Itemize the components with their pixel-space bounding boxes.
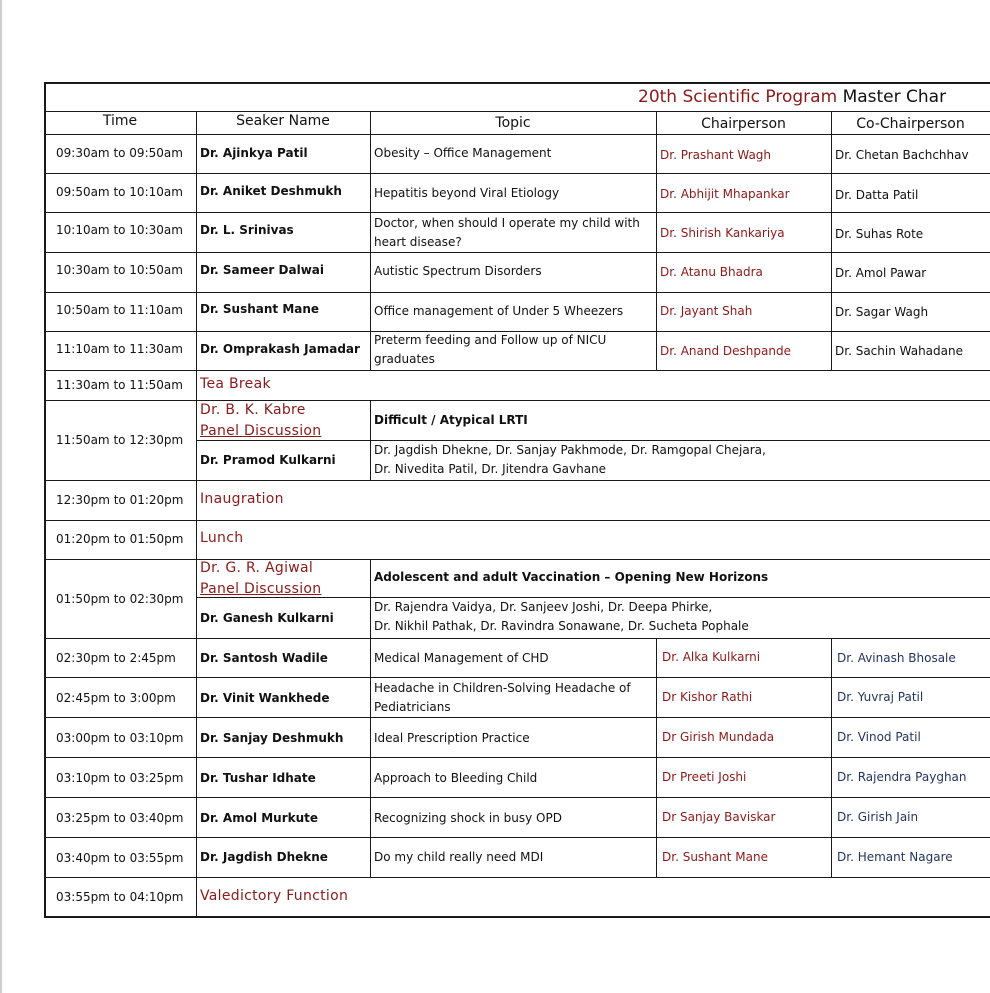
time-cell: 03:10pm to 03:25pm [56, 771, 184, 785]
panelists-line-2: Dr. Nikhil Pathak, Dr. Ravindra Sonawane, Dr. Sucheta Pophale [374, 619, 749, 633]
header-speaker: Seaker Name [236, 113, 330, 129]
topic-line-2: graduates [374, 352, 435, 366]
time-cell: 11:10am to 11:30am [56, 342, 183, 356]
panelists-line-1: Dr. Rajendra Vaidya, Dr. Sanjeev Joshi, Dr. Deepa Phirke, [374, 600, 713, 614]
speaker-cell: Dr. Amol Murkute [200, 811, 319, 825]
panel-topic: Adolescent and adult Vaccination – Opening New Horizons [374, 570, 769, 584]
program-table [44, 82, 990, 918]
event-lunch: Lunch [200, 530, 244, 546]
chairperson-cell: Dr. Anand Deshpande [660, 344, 791, 358]
chairperson-cell: Dr. Sushant Mane [662, 850, 768, 864]
speaker-cell: Dr. Sameer Dalwai [200, 263, 324, 277]
chairperson-cell: Dr Sanjay Baviskar [662, 810, 776, 824]
panelists-line-2: Dr. Nivedita Patil, Dr. Jitendra Gavhane [374, 462, 607, 476]
co-chairperson-cell: Dr. Hemant Nagare [837, 850, 953, 864]
topic-line-2: heart disease? [374, 235, 462, 249]
chairperson-cell: Dr Girish Mundada [662, 730, 775, 744]
header-topic: Topic [495, 115, 531, 131]
topic-cell: Obesity – Office Management [374, 146, 552, 160]
topic-cell: Do my child really need MDI [374, 850, 544, 864]
time-cell: 01:50pm to 02:30pm [56, 592, 184, 606]
time-cell: 03:40pm to 03:55pm [56, 851, 184, 865]
co-chairperson-cell: Dr. Suhas Rote [835, 227, 924, 241]
moderator-name: Dr. B. K. Kabre [200, 402, 306, 418]
chairperson-cell: Dr Preeti Joshi [662, 770, 747, 784]
speaker-cell: Dr. Aniket Deshmukh [200, 184, 342, 198]
topic-cell: Hepatitis beyond Viral Etiology [374, 186, 560, 200]
time-cell: 10:10am to 10:30am [56, 223, 183, 237]
event-tea-break: Tea Break [200, 376, 271, 392]
speaker-cell: Dr. Ajinkya Patil [200, 146, 308, 160]
time-cell: 02:30pm to 2:45pm [56, 651, 176, 665]
time-cell: 09:50am to 10:10am [56, 185, 183, 199]
chairperson-cell: Dr. Shirish Kankariya [660, 226, 785, 240]
event-valedictory-function: Valedictory Function [200, 888, 349, 904]
speaker-cell: Dr. Pramod Kulkarni [200, 453, 336, 467]
speaker-cell: Dr. Jagdish Dhekne [200, 850, 328, 864]
topic-line-1: Doctor, when should I operate my child with [374, 216, 640, 230]
speaker-cell: Dr. Tushar Idhate [200, 771, 316, 785]
speaker-cell: Dr. Omprakash Jamadar [200, 342, 360, 356]
speaker-cell: Dr. L. Srinivas [200, 223, 294, 237]
page-edge [0, 0, 2, 993]
panel-topic: Difficult / Atypical LRTI [374, 413, 528, 427]
time-cell: 12:30pm to 01:20pm [56, 493, 184, 507]
topic-line-2: Pediatricians [374, 700, 451, 714]
time-cell: 09:30am to 09:50am [56, 146, 183, 160]
co-chairperson-cell: Dr. Avinash Bhosale [837, 651, 956, 665]
co-chairperson-cell: Dr. Yuvraj Patil [837, 690, 924, 704]
time-cell: 02:45pm to 3:00pm [56, 691, 176, 705]
speaker-cell: Dr. Ganesh Kulkarni [200, 611, 334, 625]
time-cell: 11:30am to 11:50am [56, 378, 183, 392]
co-chairperson-cell: Dr. Sagar Wagh [835, 305, 929, 319]
time-cell: 11:50am to 12:30pm [56, 433, 184, 447]
topic-cell: Ideal Prescription Practice [374, 731, 530, 745]
chairperson-cell: Dr Kishor Rathi [662, 690, 753, 704]
speaker-cell: Dr. Sushant Mane [200, 302, 320, 316]
header-co-chairperson: Co-Chairperson [856, 116, 965, 132]
speaker-cell: Dr. Vinit Wankhede [200, 691, 330, 705]
topic-line-1: Preterm feeding and Follow up of NICU [374, 333, 607, 347]
co-chairperson-cell: Dr. Amol Pawar [835, 266, 927, 280]
moderator-name: Dr. G. R. Agiwal [200, 560, 314, 576]
panel-discussion-label: Panel Discussion [200, 581, 322, 597]
chairperson-cell: Dr. Jayant Shah [660, 304, 753, 318]
topic-cell: Medical Management of CHD [374, 651, 549, 665]
time-cell: 01:20pm to 01:50pm [56, 532, 184, 546]
co-chairperson-cell: Dr. Datta Patil [835, 188, 919, 202]
speaker-cell: Dr. Santosh Wadile [200, 651, 328, 665]
time-cell: 10:50am to 11:10am [56, 303, 183, 317]
panel-discussion-label: Panel Discussion [200, 423, 322, 439]
event-inaugration: Inaugration [200, 491, 284, 507]
panelists-line-1: Dr. Jagdish Dhekne, Dr. Sanjay Pakhmode, Dr. Ramgopal Chejara, [374, 443, 766, 457]
time-cell: 03:25pm to 03:40pm [56, 811, 184, 825]
topic-cell: Recognizing shock in busy OPD [374, 811, 562, 825]
co-chairperson-cell: Dr. Rajendra Payghan [837, 770, 967, 784]
topic-cell: Autistic Spectrum Disorders [374, 264, 542, 278]
co-chairperson-cell: Dr. Girish Jain [837, 810, 919, 824]
chairperson-cell: Dr. Prashant Wagh [660, 148, 772, 162]
topic-cell: Approach to Bleeding Child [374, 771, 538, 785]
chairperson-cell: Dr. Atanu Bhadra [660, 265, 763, 279]
topic-cell: Office management of Under 5 Wheezers [374, 304, 624, 318]
chairperson-cell: Dr. Abhijit Mhapankar [660, 187, 790, 201]
time-cell: 03:55pm to 04:10pm [56, 890, 184, 904]
header-chairperson: Chairperson [701, 116, 786, 132]
co-chairperson-cell: Dr. Sachin Wahadane [835, 344, 963, 358]
co-chairperson-cell: Dr. Vinod Patil [837, 730, 921, 744]
topic-line-1: Headache in Children-Solving Headache of [374, 681, 631, 695]
chairperson-cell: Dr. Alka Kulkarni [662, 650, 761, 664]
time-cell: 03:00pm to 03:10pm [56, 731, 184, 745]
page-title: 20th Scientific Program Master Char [638, 87, 947, 107]
header-time: Time [102, 113, 138, 129]
time-cell: 10:30am to 10:50am [56, 263, 183, 277]
speaker-cell: Dr. Sanjay Deshmukh [200, 731, 344, 745]
co-chairperson-cell: Dr. Chetan Bachchhav [835, 148, 969, 162]
